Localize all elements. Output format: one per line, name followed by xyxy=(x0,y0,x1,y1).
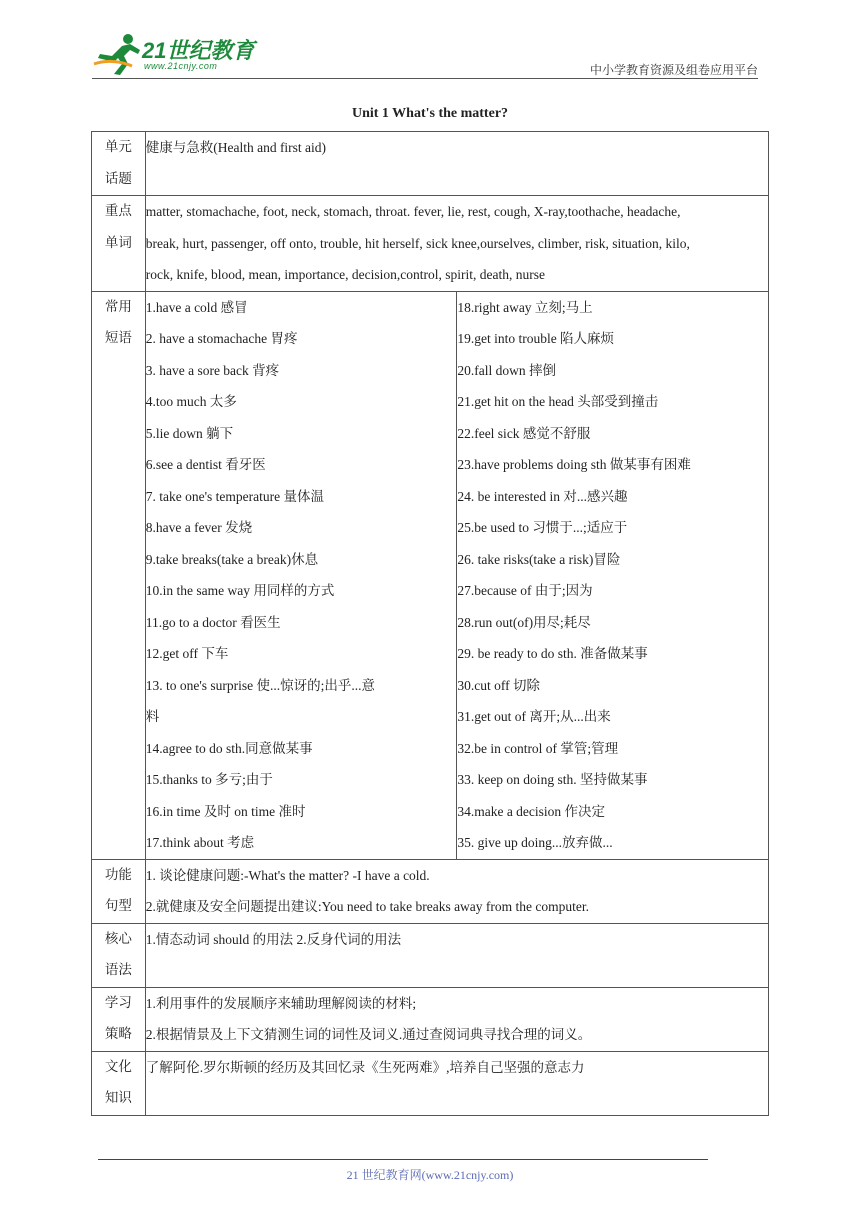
phrase-item: 30.cut off 切除 xyxy=(457,677,540,693)
row-phrases xyxy=(92,291,769,859)
runner-logo-icon xyxy=(92,32,144,76)
function-content xyxy=(145,859,768,923)
phrase-item: 4.too much 太多 xyxy=(145,394,237,409)
label-line: 单词 xyxy=(104,234,132,251)
phrase-item: 26. take risks(take a risk)冒险 xyxy=(457,551,621,567)
label-grammar xyxy=(92,923,146,987)
function-line: 2.就健康及安全问题提出建议:You need to take breaks away from the computer. xyxy=(145,899,590,914)
phrase-item: 31.get out of 离开;从...出来 xyxy=(457,709,611,724)
phrase-item: 10.in the same way 用同样的方式 xyxy=(145,583,335,598)
phrase-item: 2. have a stomachache 胃疼 xyxy=(145,331,298,346)
strategy-line: 1.利用事件的发展顺序来辅助理解阅读的材料; xyxy=(145,995,417,1011)
header-platform-name: 中小学教育资源及组卷应用平台 xyxy=(589,63,758,77)
row-culture xyxy=(92,1051,769,1115)
label-line: 知识 xyxy=(104,1090,132,1106)
phrase-item: 28.run out(of)用尽;耗尽 xyxy=(457,614,591,630)
vocab-line: matter, stomachache, foot, neck, stomach, throat. fever, lie, rest, cough, X-ray,toothache, headache, xyxy=(145,204,681,219)
label-line: 常用 xyxy=(104,298,132,315)
header-divider xyxy=(92,78,758,79)
phrase-item: 17.think about 考虑 xyxy=(145,835,255,850)
function-line: 1. 谈论健康问题:-What's the matter? -I have a cold. xyxy=(145,867,430,883)
row-grammar xyxy=(92,923,769,987)
logo-url: www.21cnjy.com xyxy=(144,61,218,71)
unit-overview-table xyxy=(91,131,769,1116)
vocab-content xyxy=(145,196,768,292)
label-strategy xyxy=(92,987,146,1051)
vocab-line: break, hurt, passenger, off onto, trouble, hit herself, sick knee,ourselves, climber, risk, situation, kilo, xyxy=(145,235,690,251)
label-phrases xyxy=(92,291,146,859)
phrase-item: 24. be interested in 对...感兴趣 xyxy=(457,488,628,504)
row-vocab xyxy=(92,196,769,292)
phrase-item: 18.right away 立刻;马上 xyxy=(457,299,593,315)
phrase-item: 20.fall down 摔倒 xyxy=(457,362,556,378)
phrase-item: 21.get hit on the head 头部受到撞击 xyxy=(457,394,659,409)
culture-content xyxy=(145,1051,768,1115)
site-logo[interactable] xyxy=(92,30,272,76)
phrase-item: 16.in time 及时 on time 准时 xyxy=(145,803,306,819)
strategy-content xyxy=(145,987,768,1051)
phrase-item: 6.see a dentist 看牙医 xyxy=(145,457,266,472)
label-line: 话题 xyxy=(104,170,132,187)
phrase-item: 7. take one's temperature 量体温 xyxy=(145,488,324,504)
phrase-item: 15.thanks to 多亏;由于 xyxy=(145,772,273,787)
label-line: 核心 xyxy=(104,930,132,947)
row-topic xyxy=(92,132,769,196)
phrase-item: 1.have a cold 感冒 xyxy=(145,299,248,315)
phrase-item: 19.get into trouble 陷人麻烦 xyxy=(457,331,615,346)
phrase-item: 25.be used to 习惯于...;适应于 xyxy=(457,520,628,535)
label-vocab xyxy=(92,196,146,292)
label-culture xyxy=(92,1051,146,1115)
label-line: 单元 xyxy=(104,139,132,155)
phrase-item: 34.make a decision 作决定 xyxy=(457,803,606,819)
phrase-item: 23.have problems doing sth 做某事有困难 xyxy=(457,457,691,472)
phrase-item: 12.get off 下车 xyxy=(145,646,229,661)
grammar-content xyxy=(145,923,768,987)
label-function xyxy=(92,859,146,923)
row-strategy xyxy=(92,987,769,1051)
phrase-item: 8.have a fever 发烧 xyxy=(145,520,253,535)
page-title: Unit 1 What's the matter? xyxy=(351,106,509,121)
phrase-item: 9.take breaks(take a break)休息 xyxy=(145,551,319,567)
grammar-line: 1.情态动词 should 的用法 2.反身代词的用法 xyxy=(145,931,402,947)
phrases-left-column xyxy=(145,291,457,859)
label-line: 学习 xyxy=(104,994,132,1011)
label-line: 句型 xyxy=(104,898,132,914)
label-line: 策略 xyxy=(104,1026,132,1042)
phrase-item: 3. have a sore back 背疼 xyxy=(145,362,280,378)
phrase-item: 29. be ready to do sth. 准备做某事 xyxy=(457,646,648,661)
label-topic xyxy=(92,132,146,196)
label-line: 功能 xyxy=(104,866,132,883)
phrase-item: 27.because of 由于;因为 xyxy=(457,583,593,598)
label-line: 重点 xyxy=(104,203,132,219)
phrase-item: 11.go to a doctor 看医生 xyxy=(145,614,281,630)
label-line: 短语 xyxy=(104,330,132,346)
vocab-line: rock, knife, blood, mean, importance, decision,control, spirit, death, nurse xyxy=(145,267,545,282)
topic-content xyxy=(145,132,768,196)
culture-text: 了解阿伦.罗尔斯顿的经历及其回忆录《生死两难》,培养自己坚强的意志力 xyxy=(145,1059,585,1075)
phrase-item: 33. keep on doing sth. 坚持做某事 xyxy=(457,772,648,787)
footer-link[interactable]: 21 世纪教育网(www.21cnjy.com) xyxy=(346,1168,514,1182)
phrase-item: 5.lie down 躺下 xyxy=(145,425,234,441)
logo-text: 21世纪教育 xyxy=(142,38,255,63)
label-line: 文化 xyxy=(104,1058,132,1075)
phrase-item: 13. to one's surprise 使...惊讶的;出乎...意 xyxy=(145,677,376,693)
phrases-right-column xyxy=(457,291,769,859)
page-header xyxy=(92,30,758,78)
footer-divider xyxy=(98,1159,708,1160)
phrase-item: 22.feel sick 感觉不舒服 xyxy=(457,425,591,441)
topic-text: 健康与急救(Health and first aid) xyxy=(145,140,327,155)
phrase-item: 32.be in control of 掌管;管理 xyxy=(457,740,619,756)
strategy-line: 2.根据情景及上下文猜测生词的词性及词义.通过查阅词典寻找合理的词义。 xyxy=(145,1027,592,1042)
label-line: 语法 xyxy=(104,962,132,978)
phrase-item: 35. give up doing...放弃做... xyxy=(457,835,613,850)
phrase-item: 料 xyxy=(145,709,160,724)
phrase-item: 14.agree to do sth.同意做某事 xyxy=(145,740,313,756)
row-function xyxy=(92,859,769,923)
